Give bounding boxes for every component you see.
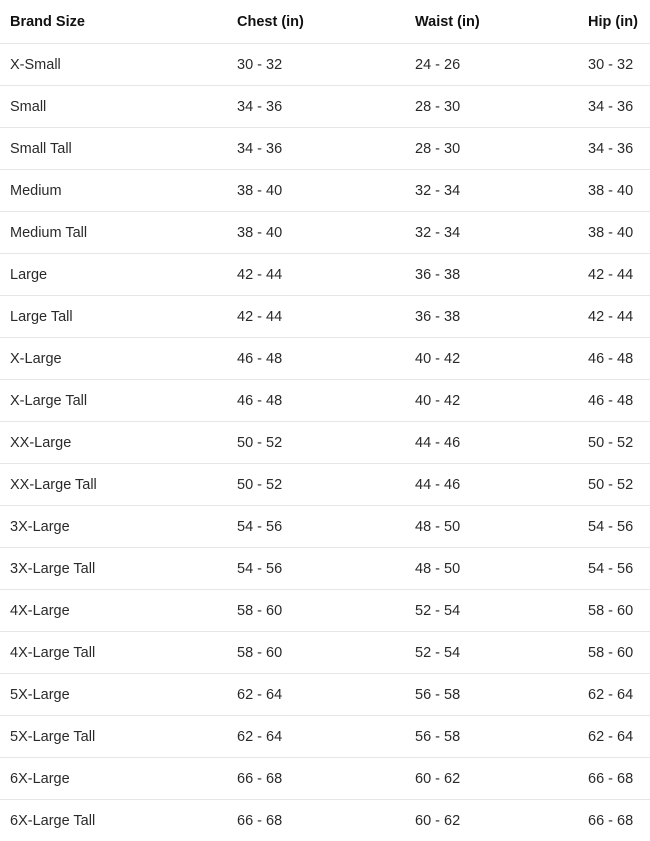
cell-hip: 46 - 48 bbox=[588, 380, 650, 422]
cell-hip: 58 - 60 bbox=[588, 590, 650, 632]
table-row bbox=[0, 548, 650, 590]
table-header bbox=[0, 0, 650, 44]
table-row bbox=[0, 422, 650, 464]
cell-hip: 58 - 60 bbox=[588, 632, 650, 674]
table-row bbox=[0, 170, 650, 212]
cell-chest: 62 - 64 bbox=[237, 674, 415, 716]
table-row bbox=[0, 44, 650, 86]
cell-chest: 58 - 60 bbox=[237, 632, 415, 674]
cell-waist: 36 - 38 bbox=[415, 254, 588, 296]
cell-brand-size: Large Tall bbox=[0, 296, 237, 338]
table-row bbox=[0, 128, 650, 170]
cell-hip: 42 - 44 bbox=[588, 296, 650, 338]
cell-chest: 50 - 52 bbox=[237, 422, 415, 464]
cell-waist: 48 - 50 bbox=[415, 548, 588, 590]
cell-chest: 42 - 44 bbox=[237, 296, 415, 338]
cell-hip: 38 - 40 bbox=[588, 170, 650, 212]
cell-hip: 62 - 64 bbox=[588, 716, 650, 758]
cell-chest: 38 - 40 bbox=[237, 170, 415, 212]
cell-chest: 38 - 40 bbox=[237, 212, 415, 254]
table-row bbox=[0, 590, 650, 632]
cell-chest: 62 - 64 bbox=[237, 716, 415, 758]
cell-waist: 60 - 62 bbox=[415, 800, 588, 841]
cell-hip: 30 - 32 bbox=[588, 44, 650, 86]
cell-chest: 58 - 60 bbox=[237, 590, 415, 632]
cell-brand-size: 6X-Large Tall bbox=[0, 800, 237, 841]
table-row bbox=[0, 86, 650, 128]
cell-chest: 54 - 56 bbox=[237, 506, 415, 548]
header-waist: Waist (in) bbox=[415, 0, 588, 44]
cell-waist: 56 - 58 bbox=[415, 716, 588, 758]
table-row bbox=[0, 254, 650, 296]
cell-waist: 40 - 42 bbox=[415, 380, 588, 422]
table-row bbox=[0, 674, 650, 716]
cell-brand-size: X-Large bbox=[0, 338, 237, 380]
cell-brand-size: Medium Tall bbox=[0, 212, 237, 254]
table-row bbox=[0, 800, 650, 841]
cell-brand-size: 5X-Large Tall bbox=[0, 716, 237, 758]
cell-hip: 38 - 40 bbox=[588, 212, 650, 254]
cell-chest: 50 - 52 bbox=[237, 464, 415, 506]
cell-chest: 54 - 56 bbox=[237, 548, 415, 590]
cell-chest: 30 - 32 bbox=[237, 44, 415, 86]
cell-brand-size: Large bbox=[0, 254, 237, 296]
cell-chest: 46 - 48 bbox=[237, 380, 415, 422]
cell-waist: 32 - 34 bbox=[415, 170, 588, 212]
header-brand-size: Brand Size bbox=[0, 0, 237, 44]
cell-waist: 52 - 54 bbox=[415, 590, 588, 632]
cell-waist: 28 - 30 bbox=[415, 86, 588, 128]
table-body bbox=[0, 44, 650, 841]
cell-waist: 24 - 26 bbox=[415, 44, 588, 86]
cell-chest: 66 - 68 bbox=[237, 800, 415, 841]
cell-brand-size: Medium bbox=[0, 170, 237, 212]
cell-hip: 34 - 36 bbox=[588, 128, 650, 170]
cell-brand-size: 4X-Large Tall bbox=[0, 632, 237, 674]
table-row bbox=[0, 296, 650, 338]
cell-hip: 62 - 64 bbox=[588, 674, 650, 716]
cell-waist: 44 - 46 bbox=[415, 422, 588, 464]
cell-chest: 34 - 36 bbox=[237, 86, 415, 128]
cell-brand-size: Small Tall bbox=[0, 128, 237, 170]
cell-waist: 44 - 46 bbox=[415, 464, 588, 506]
header-hip: Hip (in) bbox=[588, 0, 650, 44]
cell-brand-size: X-Large Tall bbox=[0, 380, 237, 422]
cell-brand-size: 3X-Large bbox=[0, 506, 237, 548]
cell-hip: 54 - 56 bbox=[588, 548, 650, 590]
cell-chest: 66 - 68 bbox=[237, 758, 415, 800]
cell-waist: 48 - 50 bbox=[415, 506, 588, 548]
table-row bbox=[0, 758, 650, 800]
cell-hip: 66 - 68 bbox=[588, 800, 650, 841]
cell-chest: 42 - 44 bbox=[237, 254, 415, 296]
table-row bbox=[0, 506, 650, 548]
cell-hip: 50 - 52 bbox=[588, 464, 650, 506]
cell-hip: 66 - 68 bbox=[588, 758, 650, 800]
table-row bbox=[0, 212, 650, 254]
cell-brand-size: XX-Large Tall bbox=[0, 464, 237, 506]
table-row bbox=[0, 464, 650, 506]
cell-hip: 42 - 44 bbox=[588, 254, 650, 296]
cell-waist: 56 - 58 bbox=[415, 674, 588, 716]
cell-waist: 40 - 42 bbox=[415, 338, 588, 380]
cell-hip: 54 - 56 bbox=[588, 506, 650, 548]
cell-waist: 52 - 54 bbox=[415, 632, 588, 674]
cell-brand-size: XX-Large bbox=[0, 422, 237, 464]
table-row bbox=[0, 716, 650, 758]
table-row bbox=[0, 380, 650, 422]
cell-waist: 32 - 34 bbox=[415, 212, 588, 254]
table-row bbox=[0, 338, 650, 380]
cell-brand-size: 3X-Large Tall bbox=[0, 548, 237, 590]
cell-hip: 50 - 52 bbox=[588, 422, 650, 464]
cell-waist: 36 - 38 bbox=[415, 296, 588, 338]
cell-hip: 34 - 36 bbox=[588, 86, 650, 128]
cell-brand-size: Small bbox=[0, 86, 237, 128]
cell-brand-size: 6X-Large bbox=[0, 758, 237, 800]
table-row bbox=[0, 632, 650, 674]
cell-brand-size: 5X-Large bbox=[0, 674, 237, 716]
cell-chest: 46 - 48 bbox=[237, 338, 415, 380]
cell-waist: 60 - 62 bbox=[415, 758, 588, 800]
cell-hip: 46 - 48 bbox=[588, 338, 650, 380]
header-chest: Chest (in) bbox=[237, 0, 415, 44]
cell-chest: 34 - 36 bbox=[237, 128, 415, 170]
header-row bbox=[0, 0, 650, 44]
cell-brand-size: 4X-Large bbox=[0, 590, 237, 632]
cell-brand-size: X-Small bbox=[0, 44, 237, 86]
cell-waist: 28 - 30 bbox=[415, 128, 588, 170]
